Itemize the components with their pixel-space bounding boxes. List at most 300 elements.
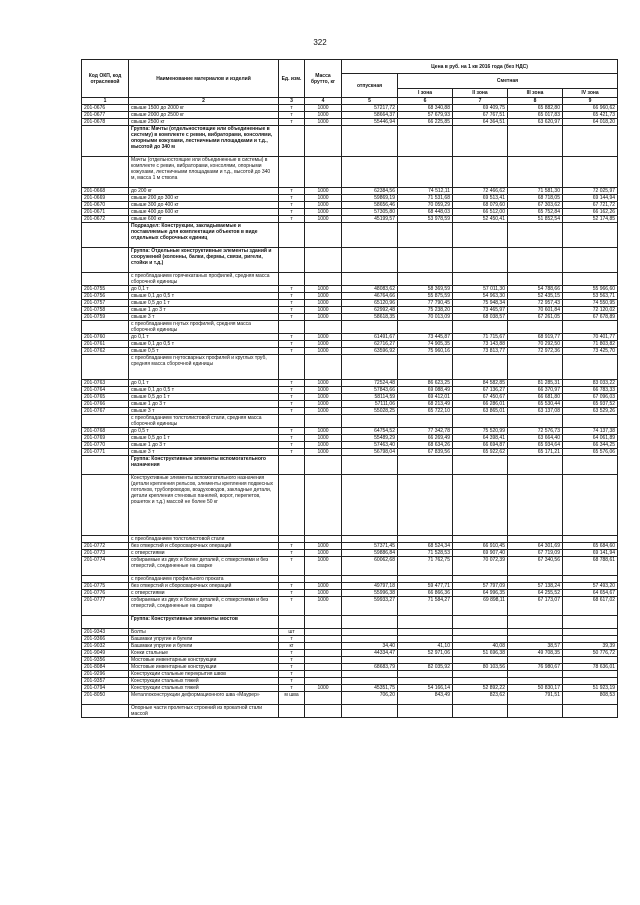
empty-cell: [305, 321, 342, 334]
item-code: 201-0770: [82, 442, 129, 449]
item-code: 201-0755: [82, 286, 129, 293]
price-zone-4: 74 137,38: [563, 428, 618, 435]
price-zone-2: 67 767,51: [453, 112, 508, 119]
price-zone-2: 67 136,27: [453, 387, 508, 394]
note-row: [82, 536, 618, 543]
empty-cell: [508, 223, 563, 248]
item-code: 201-8050: [82, 692, 129, 705]
empty-cell: [453, 456, 508, 475]
empty-cell: [279, 536, 305, 543]
empty-cell: [82, 616, 129, 629]
item-code: 201-0676: [82, 105, 129, 112]
empty-cell: [508, 126, 563, 157]
table-row: [82, 678, 618, 685]
item-name: до 0,1 т: [129, 380, 279, 387]
price-zone-1: 77 790,45: [398, 300, 453, 307]
item-unit: т: [279, 449, 305, 456]
price-zone-1: 71 762,75: [398, 557, 453, 576]
empty-cell: [563, 355, 618, 380]
empty-cell: [82, 415, 129, 428]
item-name: свыше 600 кг: [129, 216, 279, 223]
item-mass: 1000: [305, 195, 342, 202]
col-number: 8: [508, 98, 563, 105]
item-code: 201-0756: [82, 293, 129, 300]
empty-cell: [563, 223, 618, 248]
item-unit: т: [279, 543, 305, 550]
price-zone-3: 70 601,84: [508, 307, 563, 314]
table-row: [82, 341, 618, 348]
item-code: 201-9296: [82, 671, 129, 678]
price-zone-4: 72 025,97: [563, 188, 618, 195]
price-zone-4: 74 550,95: [563, 300, 618, 307]
empty-cell: [398, 355, 453, 380]
empty-cell: [342, 321, 398, 334]
item-mass: [305, 629, 342, 636]
price-release: 706,20: [342, 692, 398, 705]
item-name: свыше 200 до 300 кг: [129, 195, 279, 202]
empty-cell: [279, 475, 305, 536]
item-name: Башмаки упругие и бугели: [129, 636, 279, 643]
empty-cell: [453, 157, 508, 188]
table-row: [82, 650, 618, 657]
col-number: 1: [82, 98, 129, 105]
empty-cell: [342, 248, 398, 273]
item-code: 201-9032: [82, 643, 129, 650]
header-price-title: Цена в руб. на 1 кв 2016 года (без НДС): [342, 60, 618, 74]
price-zone-4: [563, 657, 618, 664]
price-release: [342, 671, 398, 678]
table-row: [82, 314, 618, 321]
price-zone-2: 73 465,97: [453, 307, 508, 314]
item-code: 201-8084: [82, 664, 129, 671]
empty-cell: [82, 223, 129, 248]
empty-cell: [453, 126, 508, 157]
empty-cell: [342, 157, 398, 188]
empty-cell: [508, 157, 563, 188]
price-zone-3: 67 173,07: [508, 597, 563, 616]
price-zone-4: 68 617,02: [563, 597, 618, 616]
item-unit: т: [279, 105, 305, 112]
price-zone-4: 57 493,20: [563, 583, 618, 590]
price-zone-3: 65 530,44: [508, 401, 563, 408]
empty-cell: [453, 355, 508, 380]
item-code: 201-0677: [82, 112, 129, 119]
price-zone-1: 68 634,26: [398, 442, 453, 449]
price-zone-2: 51 696,38: [453, 650, 508, 657]
empty-cell: [82, 248, 129, 273]
item-unit: кг: [279, 643, 305, 650]
item-name: свыше 2500 кг: [129, 119, 279, 126]
price-zone-3: 71 581,30: [508, 188, 563, 195]
price-release: 49797,18: [342, 583, 398, 590]
header-zone-2: II зона: [453, 89, 508, 98]
empty-cell: [453, 576, 508, 583]
item-mass: 1000: [305, 442, 342, 449]
item-code: 201-0777: [82, 597, 129, 616]
price-zone-2: 67 450,67: [453, 394, 508, 401]
item-name: Металлоконструкции деформационного шва «Маурер»: [129, 692, 279, 705]
price-zone-2: 68 079,60: [453, 202, 508, 209]
item-name: с отверстиями: [129, 590, 279, 597]
empty-cell: [305, 576, 342, 583]
item-code: 201-0758: [82, 307, 129, 314]
price-release: 45199,57: [342, 216, 398, 223]
price-zone-3: 66 681,80: [508, 394, 563, 401]
price-release: 55028,25: [342, 408, 398, 415]
header-release: отпускная: [342, 74, 398, 98]
price-release: 64754,52: [342, 428, 398, 435]
price-zone-4: 50 776,72: [563, 650, 618, 657]
column-number-row: [82, 98, 618, 105]
empty-cell: [563, 248, 618, 273]
price-zone-1: 66 866,36: [398, 590, 453, 597]
empty-cell: [82, 126, 129, 157]
item-code: 201-0776: [82, 590, 129, 597]
item-mass: 1000: [305, 583, 342, 590]
item-mass: 1000: [305, 314, 342, 321]
table-row: [82, 643, 618, 650]
item-name: без отверстий и сборосварочных операций: [129, 543, 279, 550]
item-mass: 1000: [305, 401, 342, 408]
table-row: [82, 629, 618, 636]
item-name: свыше 3 т: [129, 449, 279, 456]
item-mass: [305, 657, 342, 664]
item-mass: 1000: [305, 286, 342, 293]
price-zone-1: 68 213,49: [398, 401, 453, 408]
col-number: 5: [342, 98, 398, 105]
empty-cell: [398, 321, 453, 334]
item-unit: т: [279, 557, 305, 576]
empty-cell: [508, 248, 563, 273]
empty-cell: [508, 415, 563, 428]
price-zone-1: 52 971,06: [398, 650, 453, 657]
item-mass: 1000: [305, 408, 342, 415]
table-row: [82, 188, 618, 195]
price-zone-4: 52 174,85: [563, 216, 618, 223]
empty-cell: [398, 248, 453, 273]
group-heading: Подраздел: Конструкции, закладываемые и поставляемые для комплектации объектов в виде отдельных сборочных единиц: [129, 223, 279, 248]
item-name: свыше 400 до 600 кг: [129, 209, 279, 216]
price-zone-3: 72 576,73: [508, 428, 563, 435]
price-zone-2: 80 103,56: [453, 664, 508, 671]
price-zone-3: 64 255,52: [508, 590, 563, 597]
price-zone-3: 70 292,50: [508, 341, 563, 348]
table-row: [82, 300, 618, 307]
note-row: [82, 355, 618, 380]
item-code: 201-0668: [82, 188, 129, 195]
price-zone-4: 39,39: [563, 643, 618, 650]
item-unit: т: [279, 314, 305, 321]
empty-cell: [398, 536, 453, 543]
price-zone-3: 67 340,56: [508, 557, 563, 576]
item-mass: 1000: [305, 216, 342, 223]
item-unit: т: [279, 195, 305, 202]
price-zone-3: 38,57: [508, 643, 563, 650]
header-mass: Масса брутто, кг: [305, 60, 342, 98]
item-mass: 1000: [305, 597, 342, 616]
empty-cell: [563, 475, 618, 536]
item-name: Конки стальные: [129, 650, 279, 657]
note-text: с преобладанием гнутосварных профилей и круглых труб, средняя масса сборочной единицы: [129, 355, 279, 380]
empty-cell: [305, 355, 342, 380]
col-number: 2: [129, 98, 279, 105]
price-zone-2: 75 948,34: [453, 300, 508, 307]
item-unit: т: [279, 119, 305, 126]
price-release: 55489,29: [342, 435, 398, 442]
price-zone-4: 69 144,94: [563, 195, 618, 202]
empty-cell: [305, 705, 342, 718]
price-zone-3: 72 957,43: [508, 300, 563, 307]
group-heading-row: [82, 126, 618, 157]
price-zone-4: 67 678,89: [563, 314, 618, 321]
price-release: 55996,38: [342, 590, 398, 597]
item-code: 201-0761: [82, 341, 129, 348]
price-zone-4: 63 529,26: [563, 408, 618, 415]
price-zone-3: 65 882,80: [508, 105, 563, 112]
table-row: [82, 590, 618, 597]
empty-cell: [563, 705, 618, 718]
note-row: [82, 475, 618, 536]
item-name: свыше 3 т: [129, 408, 279, 415]
price-zone-1: 71 531,68: [398, 195, 453, 202]
item-mass: 1000: [305, 307, 342, 314]
empty-cell: [305, 536, 342, 543]
item-unit: т: [279, 380, 305, 387]
empty-cell: [398, 157, 453, 188]
empty-cell: [508, 273, 563, 286]
item-unit: т: [279, 286, 305, 293]
price-zone-2: 84 582,85: [453, 380, 508, 387]
price-zone-4: [563, 671, 618, 678]
table-row: [82, 692, 618, 705]
item-mass: 1000: [305, 685, 342, 692]
empty-cell: [563, 321, 618, 334]
item-code: 201-0773: [82, 550, 129, 557]
price-release: 57843,66: [342, 387, 398, 394]
empty-cell: [279, 126, 305, 157]
price-zone-3: 63 620,97: [508, 119, 563, 126]
item-name: собираемые из двух и более деталей, с отверстиями и без отверстий, соединенные на сварке: [129, 557, 279, 576]
price-zone-2: 73 143,88: [453, 341, 508, 348]
price-zone-3: 52 435,15: [508, 293, 563, 300]
table-row: [82, 442, 618, 449]
empty-cell: [563, 536, 618, 543]
price-zone-4: [563, 678, 618, 685]
price-zone-4: 67 721,72: [563, 202, 618, 209]
price-zone-4: 65 937,52: [563, 401, 618, 408]
price-zone-3: 65 171,21: [508, 449, 563, 456]
item-code: 201-0767: [82, 408, 129, 415]
price-zone-3: [508, 657, 563, 664]
table-row: [82, 543, 618, 550]
empty-cell: [82, 273, 129, 286]
item-mass: 1000: [305, 105, 342, 112]
price-zone-1: [398, 629, 453, 636]
price-zone-3: 54 788,66: [508, 286, 563, 293]
price-zone-1: 66 269,49: [398, 435, 453, 442]
price-zone-4: 69 141,94: [563, 550, 618, 557]
price-zone-1: 86 623,25: [398, 380, 453, 387]
item-unit: т: [279, 307, 305, 314]
item-name: свыше 0,1 до 0,5 т: [129, 293, 279, 300]
empty-cell: [398, 616, 453, 629]
empty-cell: [342, 705, 398, 718]
item-unit: т: [279, 341, 305, 348]
price-release: 61491,67: [342, 334, 398, 341]
table-row: [82, 209, 618, 216]
item-unit: т: [279, 583, 305, 590]
price-release: 59933,27: [342, 597, 398, 616]
price-zone-3: 65 017,83: [508, 112, 563, 119]
table-row: [82, 557, 618, 576]
price-zone-4: 66 783,33: [563, 387, 618, 394]
note-row: [82, 273, 618, 286]
item-mass: 1000: [305, 209, 342, 216]
empty-cell: [82, 321, 129, 334]
price-zone-2: 69 907,40: [453, 550, 508, 557]
price-zone-4: 70 401,77: [563, 334, 618, 341]
price-zone-1: 59 477,71: [398, 583, 453, 590]
group-heading-row: [82, 616, 618, 629]
price-release: [342, 629, 398, 636]
header-zone-1: I зона: [398, 89, 453, 98]
price-zone-1: [398, 678, 453, 685]
price-zone-2: 52 892,22: [453, 685, 508, 692]
empty-cell: [453, 273, 508, 286]
empty-cell: [563, 415, 618, 428]
price-zone-3: [508, 671, 563, 678]
empty-cell: [453, 248, 508, 273]
price-zone-1: [398, 657, 453, 664]
price-release: 59869,19: [342, 195, 398, 202]
price-zone-2: 64 398,41: [453, 435, 508, 442]
price-zone-3: 64 301,69: [508, 543, 563, 550]
item-mass: [305, 671, 342, 678]
price-zone-2: 69 898,11: [453, 597, 508, 616]
empty-cell: [508, 705, 563, 718]
price-zone-2: 64 996,35: [453, 590, 508, 597]
empty-cell: [342, 576, 398, 583]
item-unit: т: [279, 112, 305, 119]
empty-cell: [563, 576, 618, 583]
empty-cell: [279, 273, 305, 286]
item-mass: 1000: [305, 380, 342, 387]
item-name: Башмаки упругие и бугели: [129, 643, 279, 650]
item-code: 201-0678: [82, 119, 129, 126]
price-release: 57305,80: [342, 209, 398, 216]
empty-cell: [305, 126, 342, 157]
empty-cell: [82, 536, 129, 543]
item-code: 201-0760: [82, 334, 129, 341]
table-row: [82, 119, 618, 126]
price-zone-4: 64 654,67: [563, 590, 618, 597]
item-code: 201-0794: [82, 685, 129, 692]
price-zone-4: 51 923,19: [563, 685, 618, 692]
table-row: [82, 105, 618, 112]
price-zone-4: 83 033,22: [563, 380, 618, 387]
item-unit: т: [279, 188, 305, 195]
price-zone-1: 843,49: [398, 692, 453, 705]
empty-cell: [398, 126, 453, 157]
price-release: 57217,72: [342, 105, 398, 112]
item-name: до 200 кг: [129, 188, 279, 195]
item-name: до 0,1 т: [129, 334, 279, 341]
price-zone-1: 58 369,59: [398, 286, 453, 293]
empty-cell: [508, 616, 563, 629]
price-zone-1: 75 960,16: [398, 348, 453, 355]
price-zone-3: 791,51: [508, 692, 563, 705]
price-zone-1: 68 448,03: [398, 209, 453, 216]
item-code: 201-9366: [82, 636, 129, 643]
item-unit: т: [279, 334, 305, 341]
empty-cell: [398, 273, 453, 286]
item-code: 201-0769: [82, 435, 129, 442]
price-zone-2: 69 409,75: [453, 105, 508, 112]
empty-cell: [342, 475, 398, 536]
price-zone-2: [453, 629, 508, 636]
price-zone-1: 65 722,10: [398, 408, 453, 415]
empty-cell: [398, 415, 453, 428]
item-name: свыше 1500 до 2000 кг: [129, 105, 279, 112]
header-zone-4: IV зона: [563, 89, 618, 98]
item-name: Болты: [129, 629, 279, 636]
table-row: [82, 664, 618, 671]
item-code: 201-0771: [82, 449, 129, 456]
col-number: 9: [563, 98, 618, 105]
price-zone-3: 65 752,84: [508, 209, 563, 216]
item-name: свыше 0,1 до 0,5 т: [129, 341, 279, 348]
empty-cell: [398, 475, 453, 536]
empty-cell: [305, 273, 342, 286]
empty-cell: [305, 157, 342, 188]
item-name: свыше 0,1 до 0,5 т: [129, 387, 279, 394]
table-row: [82, 597, 618, 616]
note-row: [82, 576, 618, 583]
empty-cell: [563, 273, 618, 286]
table-row: [82, 348, 618, 355]
item-mass: 1000: [305, 112, 342, 119]
item-unit: т: [279, 401, 305, 408]
price-zone-2: 71 715,67: [453, 334, 508, 341]
item-mass: 1000: [305, 348, 342, 355]
empty-cell: [398, 456, 453, 475]
empty-cell: [508, 355, 563, 380]
price-zone-2: 72 466,62: [453, 188, 508, 195]
price-zone-4: [563, 636, 618, 643]
item-name: свыше 1 до 3 т: [129, 307, 279, 314]
table-row: [82, 286, 618, 293]
group-heading: Группа: Отдельные конструктивные элементы зданий и сооружений (колонны, балки, фермы, связи, ригели, стойки и т.д.): [129, 248, 279, 273]
empty-cell: [453, 705, 508, 718]
note-row: [82, 705, 618, 718]
note-text: с преобладанием профильного проката: [129, 576, 279, 583]
empty-cell: [342, 223, 398, 248]
price-zone-2: [453, 636, 508, 643]
item-mass: [305, 678, 342, 685]
price-zone-2: 73 813,77: [453, 348, 508, 355]
item-name: Конструкции стальные перекрытия швов: [129, 671, 279, 678]
price-zone-2: 69 513,41: [453, 195, 508, 202]
group-heading: Группа: Мачты (отдельностоящие или объединенные в систему) в комплекте с ревин, вибраторами, консолями, опорными кожухами, лестничными площадками и т.д., высотой до 340 м: [129, 126, 279, 157]
item-mass: [305, 650, 342, 657]
item-code: 201-0671: [82, 209, 129, 216]
price-zone-3: 66 370,97: [508, 387, 563, 394]
empty-cell: [563, 456, 618, 475]
price-release: 57371,45: [342, 543, 398, 550]
price-release: 63596,92: [342, 348, 398, 355]
price-zone-3: 49 708,35: [508, 650, 563, 657]
item-mass: 1000: [305, 334, 342, 341]
